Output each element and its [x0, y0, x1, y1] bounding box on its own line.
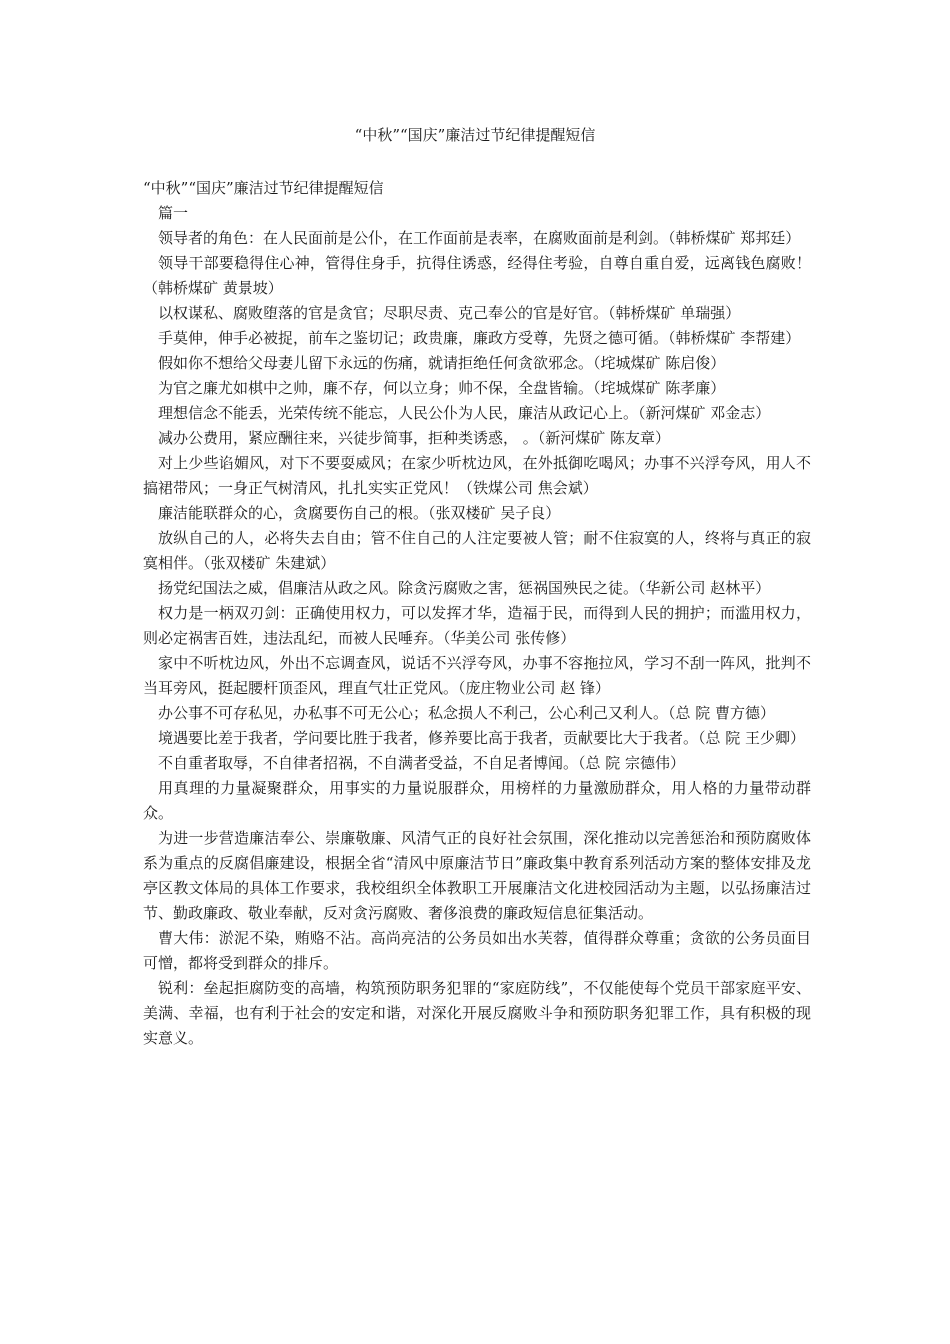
paragraph: 领导干部要稳得住心神，管得住身手，抗得住诱惑，经得住考验，自尊自重自爱，远离钱色腐败！（韩桥煤矿 黄景坡）	[143, 254, 811, 297]
paragraph: 境遇要比差于我者，学问要比胜于我者，修养要比高于我者，贡献要比大于我者。（总 院 王少卿）	[158, 729, 806, 747]
paragraph: 廉洁能联群众的心，贪腐要伤自己的根。（张双楼矿 吴子良）	[158, 504, 561, 522]
paragraph: 对上少些谄媚风，对下不要耍威风；在家少听枕边风，在外抵御吃喝风；办事不兴浮夸风，用人不搞裙带风；一身正气树清风，扎扎实实正党风！（铁煤公司 焦会斌）	[143, 454, 811, 497]
paragraph: 以权谋私、腐败堕落的官是贪官；尽职尽责、克己奉公的官是好官。（韩桥煤矿 单瑞强）	[158, 304, 741, 322]
paragraph: 假如你不想给父母妻儿留下永远的伤痛，就请拒绝任何贪欲邪念。（垞城煤矿 陈启俊）	[158, 354, 726, 372]
paragraph: 领导者的角色：在人民面前是公仆，在工作面前是表率，在腐败面前是利剑。（韩桥煤矿 郑邦廷）	[158, 229, 801, 247]
paragraph: 办公事不可存私见，办私事不可无公心；私念损人不利己，公心利己又利人。（总 院 曹方德）	[158, 704, 776, 722]
paragraph: 手莫伸，伸手必被捉，前车之鉴切记；政贵廉，廉政方受尊，先贤之德可循。（韩桥煤矿 李帮建）	[158, 329, 801, 347]
paragraph: 放纵自己的人，必将失去自由；管不住自己的人注定要被人管；耐不住寂寞的人，终将与真正的寂寞相伴。（张双楼矿 朱建斌）	[143, 529, 811, 572]
paragraph: 减办公费用，紧应酬往来，兴徒步简事，拒种类诱惑， 。（新河煤矿 陈友章）	[158, 429, 671, 447]
document-body	[143, 176, 811, 1051]
paragraph: 锐利：垒起拒腐防变的高墙，构筑预防职务犯罪的“家庭防线”，不仅能使每个党员干部家庭平安、美满、幸福，也有利于社会的安定和谐，对深化开展反腐败斗争和预防职务犯罪工作，具有积极的现实意义。	[143, 979, 811, 1047]
paragraph: 扬党纪国法之威，倡廉洁从政之风。除贪污腐败之害，惩祸国殃民之徒。（华新公司 赵林平）	[158, 579, 771, 597]
page-title: “中秋”“国庆”廉洁过节纪律提醒短信	[354, 126, 596, 144]
paragraph: 理想信念不能丢，光荣传统不能忘，人民公仆为人民，廉洁从政记心上。（新河煤矿 邓金志）	[158, 404, 771, 422]
paragraph: 曹大伟：淤泥不染，贿赂不沾。高尚亮洁的公务员如出水芙蓉，值得群众尊重；贪欲的公务员面目可憎，都将受到群众的排斥。	[143, 929, 811, 972]
section-label: 篇一	[158, 204, 189, 222]
paragraph: 为进一步营造廉洁奉公、崇廉敬廉、风清气正的良好社会氛围，深化推动以完善惩治和预防腐败体系为重点的反腐倡廉建设，根据全省“清风中原廉洁节日”廉政集中教育系列活动方案的整体安排及龙亭区教文体局的具体工作要求，我校组织全体教职工开展廉洁文化进校园活动为主题，以弘扬廉洁过节、勤政廉政、敬业奉献，反对贪污腐败、奢侈浪费的廉政短信息征集活动。	[143, 829, 811, 922]
paragraph: 权力是一柄双刃剑：正确使用权力，可以发挥才华，造福于民，而得到人民的拥护；而滥用权力，则必定祸害百姓，违法乱纪，而被人民唾弃。（华美公司 张传修）	[143, 604, 811, 647]
paragraph: 家中不听枕边风，外出不忘调查风，说话不兴浮夸风，办事不容拖拉风，学习不刮一阵风，批判不当耳旁风，挺起腰杆顶歪风，理直气壮正党风。（庞庄物业公司 赵 锋）	[143, 654, 811, 697]
document-heading: “中秋”“国庆”廉洁过节纪律提醒短信	[143, 179, 384, 197]
paragraph: 用真理的力量凝聚群众，用事实的力量说服群众，用榜样的力量激励群众，用人格的力量带动群众。	[143, 779, 811, 822]
paragraph: 为官之廉尤如棋中之帅，廉不存，何以立身；帅不保，全盘皆输。（垞城煤矿 陈孝廉）	[158, 379, 726, 397]
paragraph: 不自重者取辱，不自律者招祸，不自满者受益，不自足者博闻。（总 院 宗德伟）	[158, 754, 686, 772]
